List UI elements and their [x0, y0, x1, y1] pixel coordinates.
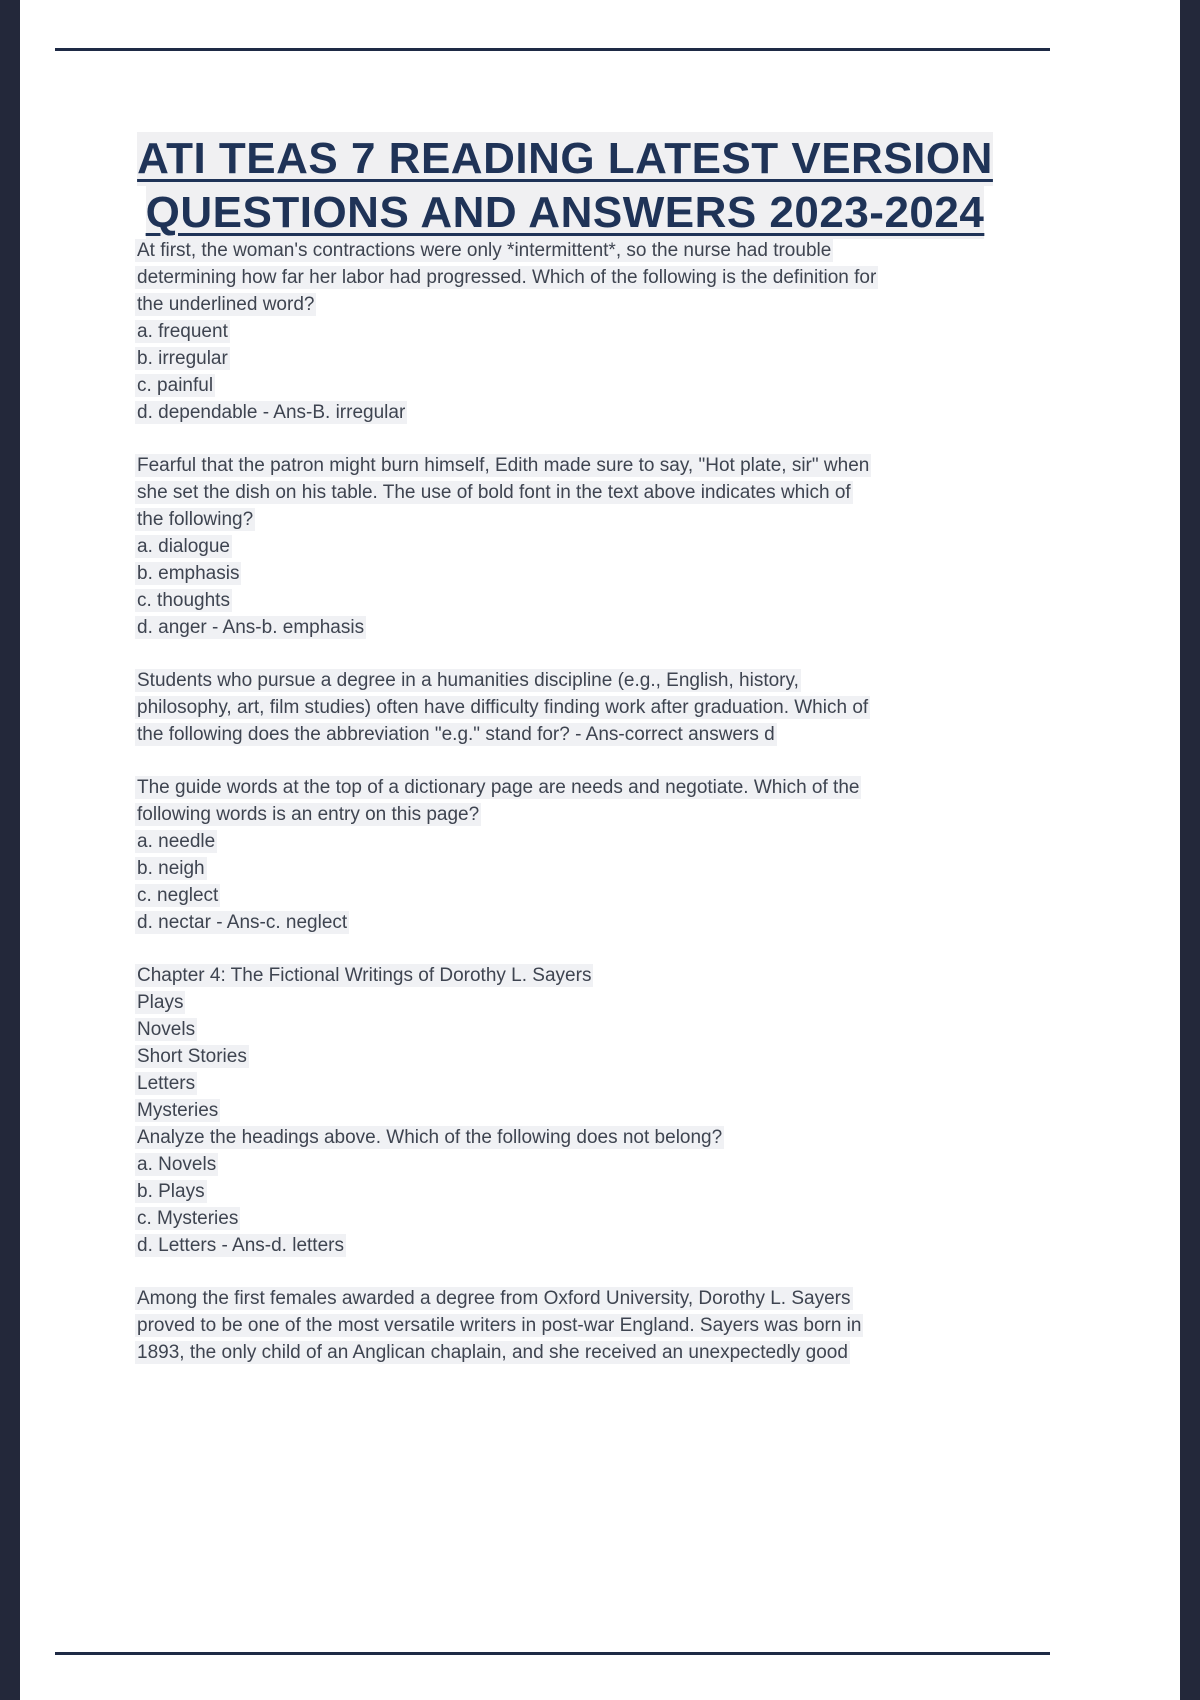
text-line: Plays	[137, 992, 184, 1013]
text-line: a. needle	[137, 831, 216, 852]
paragraph	[135, 1286, 1015, 1367]
text-line: Novels	[137, 1019, 196, 1040]
text-line: b. emphasis	[137, 563, 240, 584]
text-line: the following does the abbreviation "e.g." stand for? - Ans-correct answers d	[137, 724, 775, 745]
text-line: b. irregular	[137, 348, 228, 369]
text-line: b. Plays	[137, 1181, 205, 1202]
paragraph	[135, 963, 1015, 1260]
text-line: a. frequent	[137, 321, 228, 342]
paragraph	[135, 453, 1015, 642]
text-line: Mysteries	[137, 1100, 219, 1121]
text-line: The guide words at the top of a dictionary page are needs and negotiate. Which of the	[137, 777, 860, 798]
left-edge-bar	[0, 0, 20, 1700]
text-line: d. Letters - Ans-d. letters	[137, 1235, 344, 1256]
page-title	[120, 132, 1010, 239]
text-line: d. dependable - Ans-B. irregular	[137, 402, 406, 423]
text-line: proved to be one of the most versatile writers in post-war England. Sayers was born in	[137, 1315, 862, 1336]
paragraph	[135, 668, 1015, 749]
text-line: At first, the woman's contractions were only *intermittent*, so the nurse had trouble	[137, 240, 832, 261]
text-line: Among the first females awarded a degree from Oxford University, Dorothy L. Sayers	[137, 1288, 851, 1309]
text-line: Fearful that the patron might burn himself, Edith made sure to say, "Hot plate, sir" when	[137, 455, 870, 476]
page-title-line2: QUESTIONS AND ANSWERS 2023-2024	[146, 186, 985, 240]
text-line: c. neglect	[137, 885, 219, 906]
text-line: Students who pursue a degree in a humanities discipline (e.g., English, history,	[137, 670, 799, 691]
text-line: Short Stories	[137, 1046, 247, 1067]
text-line: c. thoughts	[137, 590, 230, 611]
text-line: a. dialogue	[137, 536, 230, 557]
right-edge-bar	[1180, 0, 1200, 1700]
text-line: c. Mysteries	[137, 1208, 239, 1229]
text-line: the following?	[137, 509, 254, 530]
text-line: the underlined word?	[137, 294, 315, 315]
text-line: following words is an entry on this page?	[137, 804, 480, 825]
text-line: philosophy, art, film studies) often have difficulty finding work after graduation. Which of	[137, 697, 869, 718]
text-line: she set the dish on his table. The use of bold font in the text above indicates which of	[137, 482, 851, 503]
text-line: determining how far her labor had progressed. Which of the following is the definition for	[137, 267, 877, 288]
text-line: Letters	[137, 1073, 196, 1094]
text-line: d. anger - Ans-b. emphasis	[137, 617, 365, 638]
bottom-rule	[55, 1652, 1050, 1655]
text-line: 1893, the only child of an Anglican chaplain, and she received an unexpectedly good	[137, 1342, 848, 1363]
page-title-line1: ATI TEAS 7 READING LATEST VERSION	[137, 132, 993, 186]
text-line: d. nectar - Ans-c. neglect	[137, 912, 348, 933]
document-body	[135, 238, 1015, 1393]
text-line: Analyze the headings above. Which of the following does not belong?	[137, 1127, 723, 1148]
paragraph	[135, 775, 1015, 937]
text-line: a. Novels	[137, 1154, 217, 1175]
text-line: b. neigh	[137, 858, 205, 879]
paragraph	[135, 238, 1015, 427]
text-line: Chapter 4: The Fictional Writings of Dorothy L. Sayers	[137, 965, 592, 986]
text-line: c. painful	[137, 375, 214, 396]
top-rule	[55, 48, 1050, 51]
